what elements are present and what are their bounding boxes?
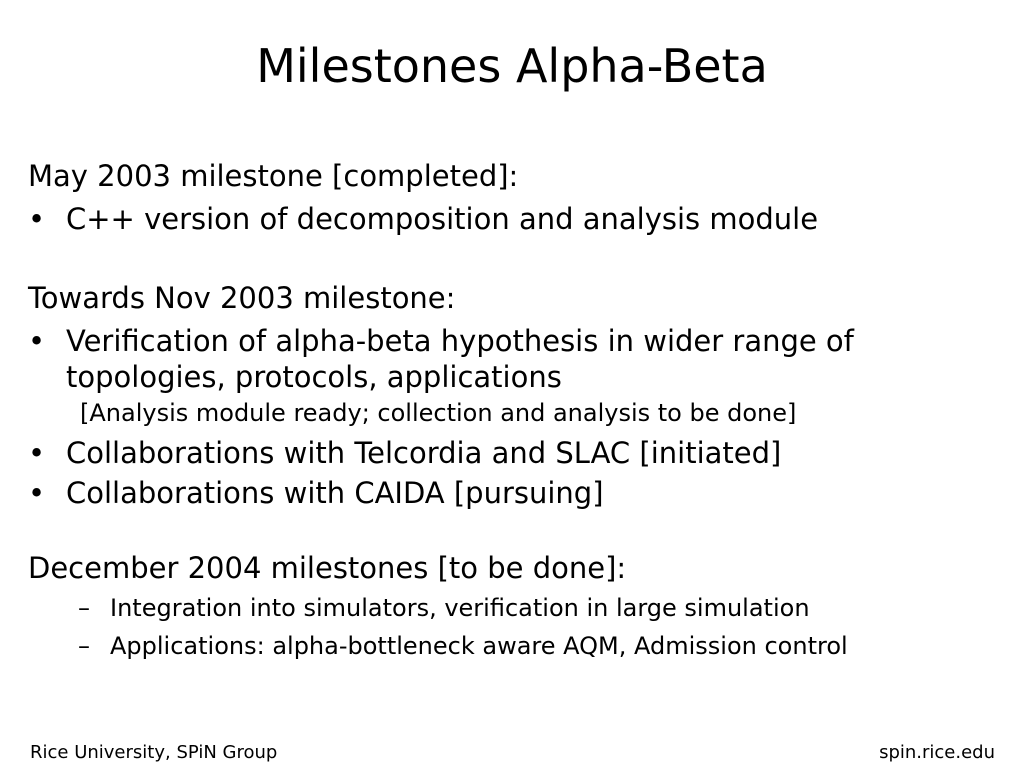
sub-item	[28, 589, 1008, 627]
bullet-item	[28, 201, 1008, 237]
bullet-item	[28, 435, 1008, 471]
section-heading-nov-2003: Towards Nov 2003 milestone:	[28, 281, 456, 315]
sub-item	[28, 627, 1008, 665]
bullet-text: Collaborations with CAIDA [pursuing]	[66, 476, 604, 510]
footer-website: spin.rice.edu	[879, 742, 995, 763]
bullet-icon: •	[28, 436, 46, 470]
sub-item-text: Integration into simulators, verification in large simulation	[110, 594, 810, 622]
bullet-text: Verification of alpha-beta hypothesis in wider range of topologies, protocols, applications	[66, 324, 854, 394]
bullet-item	[28, 323, 1008, 395]
bullet-text: C++ version of decomposition and analysis module	[66, 202, 819, 236]
section-heading-dec-2004: December 2004 milestones [to be done]:	[28, 551, 627, 585]
bullet-text: Collaborations with Telcordia and SLAC [initiated]	[66, 436, 782, 470]
section-heading-may-2003: May 2003 milestone [completed]:	[28, 159, 519, 193]
bullet-icon: •	[28, 476, 46, 510]
slide-body	[28, 155, 1008, 665]
dash-icon: –	[78, 594, 90, 622]
bullet-icon: •	[28, 324, 46, 358]
sub-item-text: Applications: alpha-bottleneck aware AQM, Admission control	[110, 632, 848, 660]
slide-title: Milestones Alpha-Beta	[256, 39, 768, 93]
bullet-item	[28, 475, 1008, 511]
dash-icon: –	[78, 632, 90, 660]
footer-organization: Rice University, SPiN Group	[30, 742, 278, 763]
bullet-icon: •	[28, 202, 46, 236]
analysis-status-note: [Analysis module ready; collection and analysis to be done]	[80, 399, 797, 427]
